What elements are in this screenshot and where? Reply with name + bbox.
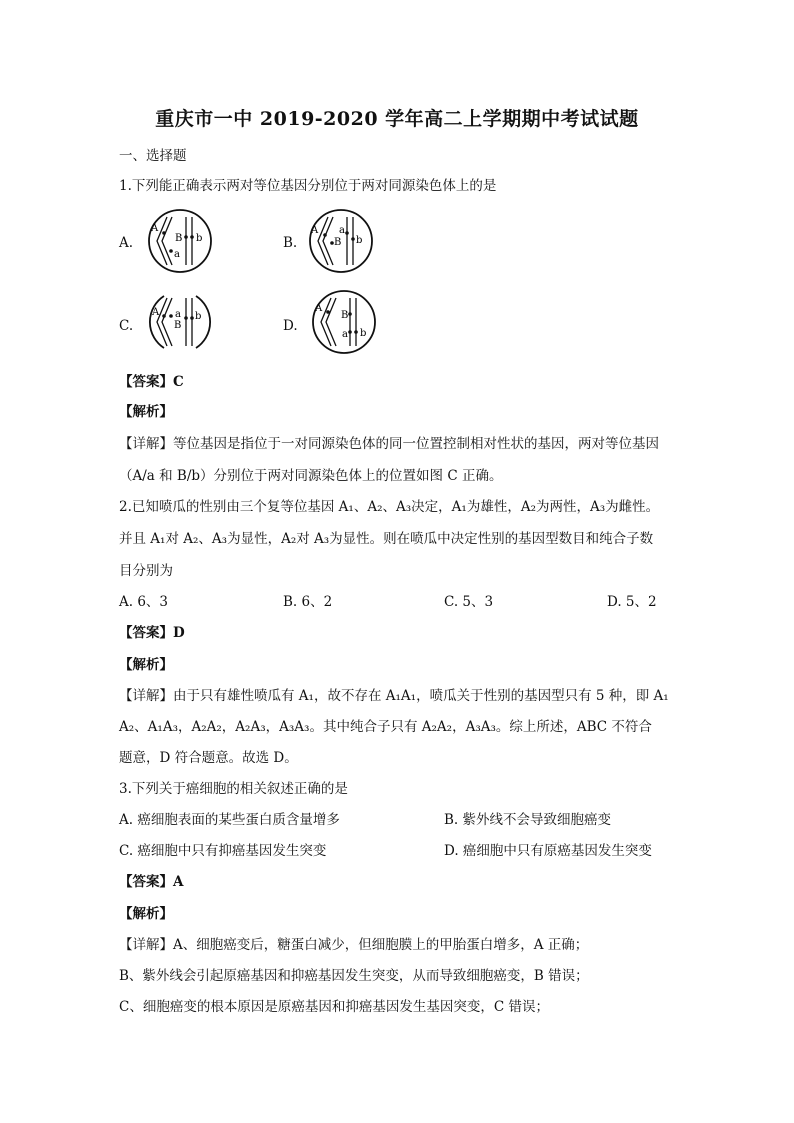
q3-answer: 【答案】A — [119, 874, 184, 890]
q2-answer: 【答案】D — [119, 625, 185, 641]
q1-answer: 【答案】C — [119, 374, 184, 390]
gene-label: B — [341, 310, 349, 321]
q1-option-b-label: B. — [283, 235, 298, 251]
gene-label: B — [334, 237, 342, 248]
section-heading: 一、选择题 — [119, 148, 187, 164]
q1-option-c-label: C. — [119, 318, 134, 334]
q2-stem-line-1: 2.已知喷瓜的性别由三个复等位基因 A₁、A₂、A₃决定，A₁为雄性，A₂为两性，A₃为雌性。 — [119, 499, 660, 515]
q3-option-d: D. 癌细胞中只有原癌基因发生突变 — [444, 843, 652, 859]
gene-label: A — [151, 223, 159, 234]
gene-label: a — [174, 249, 180, 260]
page-title: 重庆市一中 2019-2020 学年高二上学期期中考试试题 — [155, 108, 639, 130]
gene-label: A — [311, 225, 319, 236]
gene-label: a — [342, 329, 348, 340]
gene-label: B — [175, 233, 183, 244]
gene-label: b — [196, 233, 203, 244]
q1-analysis-heading: 【解析】 — [119, 404, 173, 420]
q3-option-a: A. 癌细胞表面的某些蛋白质含量增多 — [119, 812, 340, 828]
q1-option-c-diagram — [142, 287, 218, 357]
q3-stem: 3.下列关于癌细胞的相关叙述正确的是 — [119, 781, 348, 797]
q2-stem-line-3: 目分别为 — [119, 563, 173, 579]
q2-detail-line-2: A₂、A₁A₃，A₂A₂，A₂A₃，A₃A₃。其中纯合子只有 A₂A₂，A₃A₃。综上所述，ABC 不符合 — [119, 719, 652, 735]
q1-detail-line-2: （A/a 和 B/b）分别位于两对同源染色体上的位置如图 C 正确。 — [119, 468, 503, 484]
q1-option-d-diagram — [306, 287, 382, 357]
gene-label: b — [356, 235, 363, 246]
gene-label: A — [315, 303, 323, 314]
gene-label: A — [152, 307, 160, 318]
q3-detail-line-2: B、紫外线会引起原癌基因和抑癌基因发生突变，从而导致细胞癌变，B 错误； — [119, 968, 589, 984]
q2-analysis-heading: 【解析】 — [119, 657, 173, 673]
q2-detail-line-1: 【详解】由于只有雄性喷瓜有 A₁，故不存在 A₁A₁，喷瓜关于性别的基因型只有 5 种，即 A₁ — [119, 688, 669, 704]
q2-option-c: C. 5、3 — [444, 594, 494, 610]
q1-option-a-diagram — [142, 206, 218, 276]
q3-detail-line-1: 【详解】A、细胞癌变后，糖蛋白减少，但细胞膜上的甲胎蛋白增多，A 正确； — [119, 937, 589, 953]
gene-label: b — [195, 311, 202, 322]
q2-option-d: D. 5、2 — [607, 594, 657, 610]
q1-detail-line-1: 【详解】等位基因是指位于一对同源染色体的同一位置控制相对性状的基因，两对等位基因 — [119, 436, 659, 452]
q2-option-b: B. 6、2 — [283, 594, 333, 610]
gene-label: a — [175, 309, 181, 320]
q3-option-c: C. 癌细胞中只有抑癌基因发生突变 — [119, 843, 327, 859]
q1-option-d-label: D. — [283, 318, 298, 334]
gene-label: a — [339, 225, 345, 236]
q3-option-b: B. 紫外线不会导致细胞癌变 — [444, 812, 612, 828]
q2-option-a: A. 6、3 — [119, 594, 169, 610]
q2-stem-line-2: 并且 A₁对 A₂、A₃为显性，A₂对 A₃为显性。则在喷瓜中决定性别的基因型数目和纯合子数 — [119, 531, 654, 547]
q3-analysis-heading: 【解析】 — [119, 906, 173, 922]
gene-label: B — [174, 320, 182, 331]
gene-label: b — [360, 328, 367, 339]
q1-option-a-label: A. — [119, 235, 134, 251]
q3-detail-line-3: C、细胞癌变的根本原因是原癌基因和抑癌基因发生基因突变，C 错误； — [119, 999, 549, 1015]
q2-detail-line-3: 题意，D 符合题意。故选 D。 — [119, 750, 298, 766]
q1-option-b-diagram — [303, 206, 379, 276]
q1-stem: 1.下列能正确表示两对等位基因分别位于两对同源染色体上的是 — [119, 178, 497, 194]
